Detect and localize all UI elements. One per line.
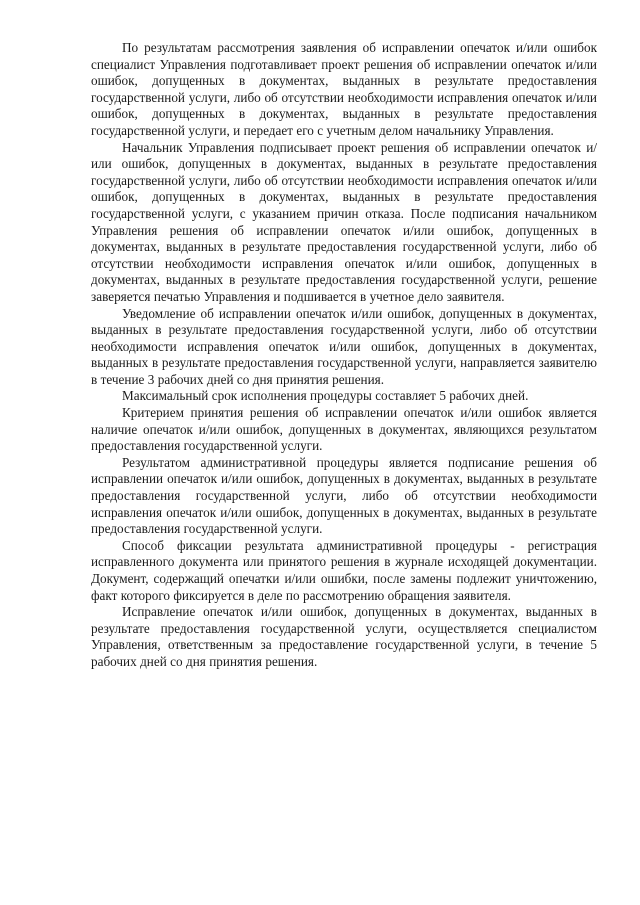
- paragraph-head-signs-decision: Начальник Управления подписывает проект решения об исправлении опечаток и/или ошибок, допущенных в документах, выданных в результате предоставления государственной услуги, либо об отсутствии необходимости исправления опечаток и/или ошибок, допущенных в документах, выданных в результате предоставления государственной услуги, с указанием причин отказа. После подписания начальником Управления решения об исправлении опечаток и/или ошибок, допущенных в документах, выданных в результате предоставления государственной услуги, либо об отсутствии необходимости исправления опечаток и/или ошибок, допущенных в документах, выданных в результате предоставления государственной услуги, решение заверяется печатью Управления и подшивается в учетное дело заявителя.: [91, 139, 597, 304]
- paragraph-decision-criterion: Критерием принятия решения об исправлении опечаток и/или ошибок является наличие опечаток и/или ошибок, допущенных в документах, являющихся результатом предоставления государственной услуги.: [91, 405, 597, 454]
- paragraph-review-result: По результатам рассмотрения заявления об исправлении опечаток и/или ошибок специалист Управления подготавливает проект решения об исправлении опечаток и/или ошибок, допущенных в документах, выданных в результате предоставления государственной услуги, либо об отсутствии необходимости исправления опечаток и/или ошибок, допущенных в документах, выданных в результате предоставления государственной услуги, и передает его с учетным делом начальнику Управления.: [91, 40, 597, 138]
- paragraph-max-term: Максимальный срок исполнения процедуры составляет 5 рабочих дней.: [122, 388, 529, 404]
- paragraph-recording-method: Способ фиксации результата административной процедуры - регистрация исправленного документа или принятого решения в журнале исходящей документации. Документ, содержащий опечатки и/или ошибки, после замены подлежит уничтожению, факт которого фиксируется в деле по рассмотрению обращения заявителя.: [91, 537, 597, 603]
- paragraph-notification: Уведомление об исправлении опечаток и/или ошибок, допущенных в документах, выданных в результате предоставления государственной услуги, либо об отсутствии необходимости исправления опечаток и/или ошибок, допущенных в документах, выданных в результате предоставления государственной услуги, направляется заявителю в течение 3 рабочих дней со дня принятия решения.: [91, 305, 597, 387]
- paragraph-correction-term: Исправление опечаток и/или ошибок, допущенных в документах, выданных в результате предоставления государственной услуги, осуществляется специалистом Управления, ответственным за предоставление государственной услуги, в течение 5 рабочих дней со дня принятия решения.: [91, 604, 597, 669]
- paragraph-procedure-result: Результатом административной процедуры является подписание решения об исправлении опечаток и/или ошибок, допущенных в документах, выданных в результате предоставления государственной услуги, либо об отсутствии необходимости исправления опечаток и/или ошибок, допущенных в документах, выданных в результате предоставления государственной услуги.: [91, 454, 597, 537]
- document-page: [91, 40, 597, 671]
